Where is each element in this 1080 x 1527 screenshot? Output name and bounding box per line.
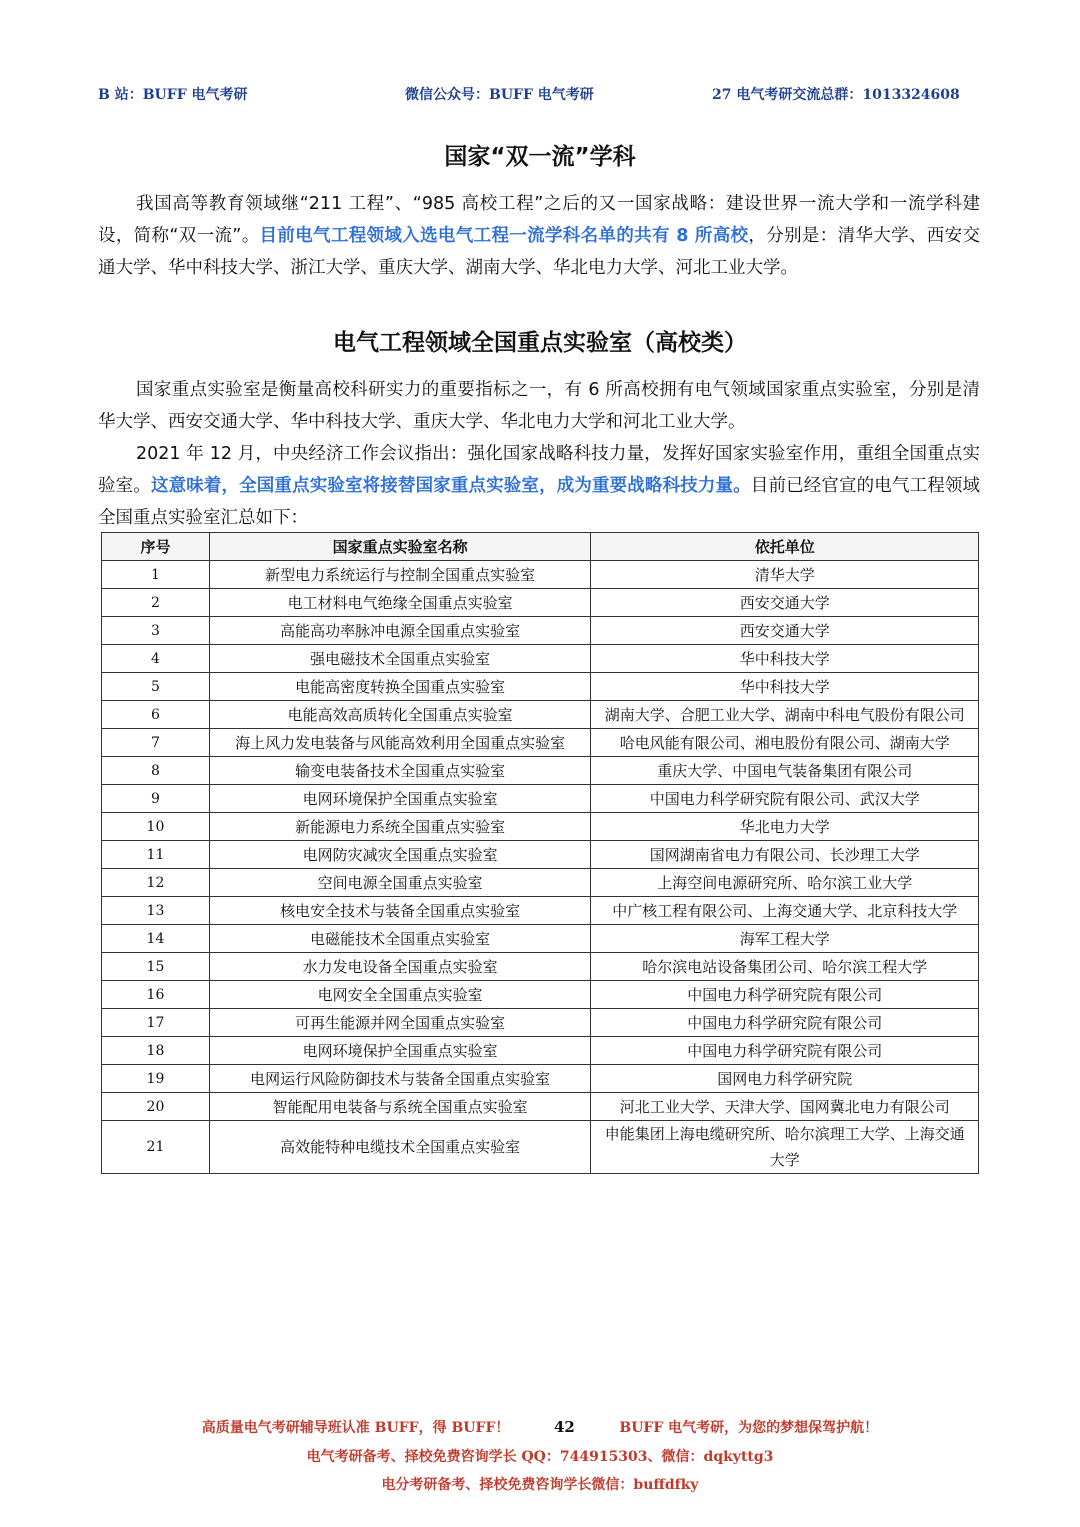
highlight-text: 目前电气工程领域入选电气工程一流学科名单的共有 8 所高校 — [259, 226, 749, 246]
page-number: 42 — [553, 1418, 575, 1436]
cell-host-unit: 中广核工程有限公司、上海交通大学、北京科技大学 — [591, 897, 979, 925]
double-first-class-paragraph — [98, 188, 980, 284]
paragraph-text: 目前已经官宣的电气工程领域全国重点实验室汇总如下： — [98, 476, 981, 528]
table-row — [102, 701, 979, 729]
key-labs-table — [101, 532, 979, 1174]
table-row — [102, 869, 979, 897]
cell-host-unit: 国网湖南省电力有限公司、长沙理工大学 — [591, 841, 979, 869]
paragraph-text: 我国高等教育领域继“211 工程”、“985 高校工程”之后的又一国家战略：建设世界一流大学和一流学科建设，简称“双一流”。 — [98, 194, 980, 246]
cell-host-unit: 哈电风能有限公司、湘电股份有限公司、湖南大学 — [591, 729, 979, 757]
cell-lab-name: 电能高密度转换全国重点实验室 — [209, 673, 591, 701]
cell-index: 7 — [102, 729, 210, 757]
cell-host-unit: 重庆大学、中国电气装备集团有限公司 — [591, 757, 979, 785]
cell-lab-name: 电网环境保护全国重点实验室 — [209, 785, 591, 813]
cell-host-unit: 中国电力科学研究院有限公司 — [591, 1037, 979, 1065]
cell-lab-name: 电网运行风险防御技术与装备全国重点实验室 — [209, 1065, 591, 1093]
cell-lab-name: 电能高效高质转化全国重点实验室 — [209, 701, 591, 729]
cell-lab-name: 智能配用电装备与系统全国重点实验室 — [209, 1093, 591, 1121]
cell-index: 2 — [102, 589, 210, 617]
cell-lab-name: 电网环境保护全国重点实验室 — [209, 1037, 591, 1065]
cell-lab-name: 高效能特种电缆技术全国重点实验室 — [209, 1121, 591, 1174]
table-row — [102, 1009, 979, 1037]
cell-host-unit: 国网电力科学研究院 — [591, 1065, 979, 1093]
cell-index: 4 — [102, 645, 210, 673]
cell-host-unit: 海军工程大学 — [591, 925, 979, 953]
key-labs-paragraph-1: 国家重点实验室是衡量高校科研实力的重要指标之一，有 6 所高校拥有电气领域国家重点实验室，分别是清华大学、西安交通大学、华中科技大学、重庆大学、华北电力大学和河北工业大学。 — [98, 380, 980, 432]
table-header-row — [102, 533, 979, 561]
cell-index: 20 — [102, 1093, 210, 1121]
table-row — [102, 925, 979, 953]
footer-slogan-left: 高质量电气考研辅导班认准 BUFF，得 BUFF！ — [201, 1420, 510, 1436]
cell-index: 5 — [102, 673, 210, 701]
cell-index: 17 — [102, 1009, 210, 1037]
table-row — [102, 757, 979, 785]
cell-host-unit: 哈尔滨电站设备集团公司、哈尔滨工程大学 — [591, 953, 979, 981]
footer-slogan-right: BUFF 电气考研，为您的梦想保驾护航！ — [619, 1420, 879, 1436]
cell-host-unit: 申能集团上海电缆研究所、哈尔滨理工大学、上海交通大学 — [591, 1121, 979, 1174]
table-row — [102, 1065, 979, 1093]
cell-index: 18 — [102, 1037, 210, 1065]
page-header — [0, 84, 1080, 108]
cell-host-unit: 中国电力科学研究院有限公司 — [591, 981, 979, 1009]
cell-lab-name: 水力发电设备全国重点实验室 — [209, 953, 591, 981]
table-row — [102, 981, 979, 1009]
column-header-index: 序号 — [102, 533, 210, 561]
cell-index: 21 — [102, 1121, 210, 1174]
footer-line-2: 电气考研备考、择校免费咨询学长 QQ：744915303、微信：dqkyttg3 — [306, 1449, 774, 1465]
column-header-lab-name: 国家重点实验室名称 — [209, 533, 591, 561]
paragraph-text: ，分别是：清华大学、西安交通大学、华中科技大学、浙江大学、重庆大学、湖南大学、华北电力大学、河北工业大学。 — [98, 226, 980, 278]
cell-lab-name: 核电安全技术与装备全国重点实验室 — [209, 897, 591, 925]
table-row — [102, 589, 979, 617]
cell-index: 10 — [102, 813, 210, 841]
cell-index: 8 — [102, 757, 210, 785]
cell-index: 15 — [102, 953, 210, 981]
table-row — [102, 617, 979, 645]
cell-index: 13 — [102, 897, 210, 925]
table-row — [102, 1093, 979, 1121]
section-title-double-first-class: 国家“双一流”学科 — [444, 144, 636, 170]
cell-host-unit: 中国电力科学研究院有限公司、武汉大学 — [591, 785, 979, 813]
header-bilibili: B 站：BUFF 电气考研 — [98, 87, 248, 103]
paragraph-text: 2021 年 12 月，中央经济工作会议指出：强化国家战略科技力量，发挥好国家实验室作用，重组全国重点实验室。 — [98, 444, 980, 496]
cell-index: 14 — [102, 925, 210, 953]
table-row — [102, 561, 979, 589]
cell-lab-name: 海上风力发电装备与风能高效利用全国重点实验室 — [209, 729, 591, 757]
header-qq-group: 27 电气考研交流总群：1013324608 — [712, 87, 960, 103]
cell-host-unit: 华北电力大学 — [591, 813, 979, 841]
cell-host-unit: 清华大学 — [591, 561, 979, 589]
cell-lab-name: 可再生能源并网全国重点实验室 — [209, 1009, 591, 1037]
table-row — [102, 953, 979, 981]
cell-host-unit: 中国电力科学研究院有限公司 — [591, 1009, 979, 1037]
cell-index: 9 — [102, 785, 210, 813]
cell-host-unit: 河北工业大学、天津大学、国网冀北电力有限公司 — [591, 1093, 979, 1121]
footer-line-1 — [0, 1417, 1080, 1437]
cell-host-unit: 湖南大学、合肥工业大学、湖南中科电气股份有限公司 — [591, 701, 979, 729]
table-row — [102, 785, 979, 813]
table-row — [102, 1037, 979, 1065]
cell-lab-name: 高能高功率脉冲电源全国重点实验室 — [209, 617, 591, 645]
table-row — [102, 729, 979, 757]
table-row — [102, 897, 979, 925]
footer-line-3: 电分考研备考、择校免费咨询学长微信：buffdfky — [381, 1477, 699, 1493]
section-title-key-labs: 电气工程领域全国重点实验室（高校类） — [333, 330, 747, 356]
cell-host-unit: 上海空间电源研究所、哈尔滨工业大学 — [591, 869, 979, 897]
cell-host-unit: 华中科技大学 — [591, 673, 979, 701]
cell-lab-name: 强电磁技术全国重点实验室 — [209, 645, 591, 673]
table-row — [102, 841, 979, 869]
cell-lab-name: 电网防灾减灾全国重点实验室 — [209, 841, 591, 869]
cell-lab-name: 电工材料电气绝缘全国重点实验室 — [209, 589, 591, 617]
cell-index: 1 — [102, 561, 210, 589]
cell-lab-name: 新能源电力系统全国重点实验室 — [209, 813, 591, 841]
cell-lab-name: 空间电源全国重点实验室 — [209, 869, 591, 897]
cell-host-unit: 西安交通大学 — [591, 617, 979, 645]
cell-host-unit: 华中科技大学 — [591, 645, 979, 673]
table-row — [102, 1121, 979, 1174]
column-header-host-unit: 依托单位 — [591, 533, 979, 561]
table-row — [102, 645, 979, 673]
cell-index: 12 — [102, 869, 210, 897]
cell-lab-name: 电磁能技术全国重点实验室 — [209, 925, 591, 953]
cell-index: 3 — [102, 617, 210, 645]
cell-lab-name: 输变电装备技术全国重点实验室 — [209, 757, 591, 785]
cell-index: 19 — [102, 1065, 210, 1093]
cell-index: 16 — [102, 981, 210, 1009]
key-labs-paragraph-2 — [98, 438, 980, 534]
table-body — [102, 561, 979, 1174]
cell-host-unit: 西安交通大学 — [591, 589, 979, 617]
table-row — [102, 813, 979, 841]
cell-index: 11 — [102, 841, 210, 869]
highlight-text: 这意味着，全国重点实验室将接替国家重点实验室，成为重要战略科技力量。 — [150, 476, 751, 496]
cell-lab-name: 电网安全全国重点实验室 — [209, 981, 591, 1009]
table-row — [102, 673, 979, 701]
cell-index: 6 — [102, 701, 210, 729]
cell-lab-name: 新型电力系统运行与控制全国重点实验室 — [209, 561, 591, 589]
header-wechat: 微信公众号：BUFF 电气考研 — [405, 87, 594, 103]
